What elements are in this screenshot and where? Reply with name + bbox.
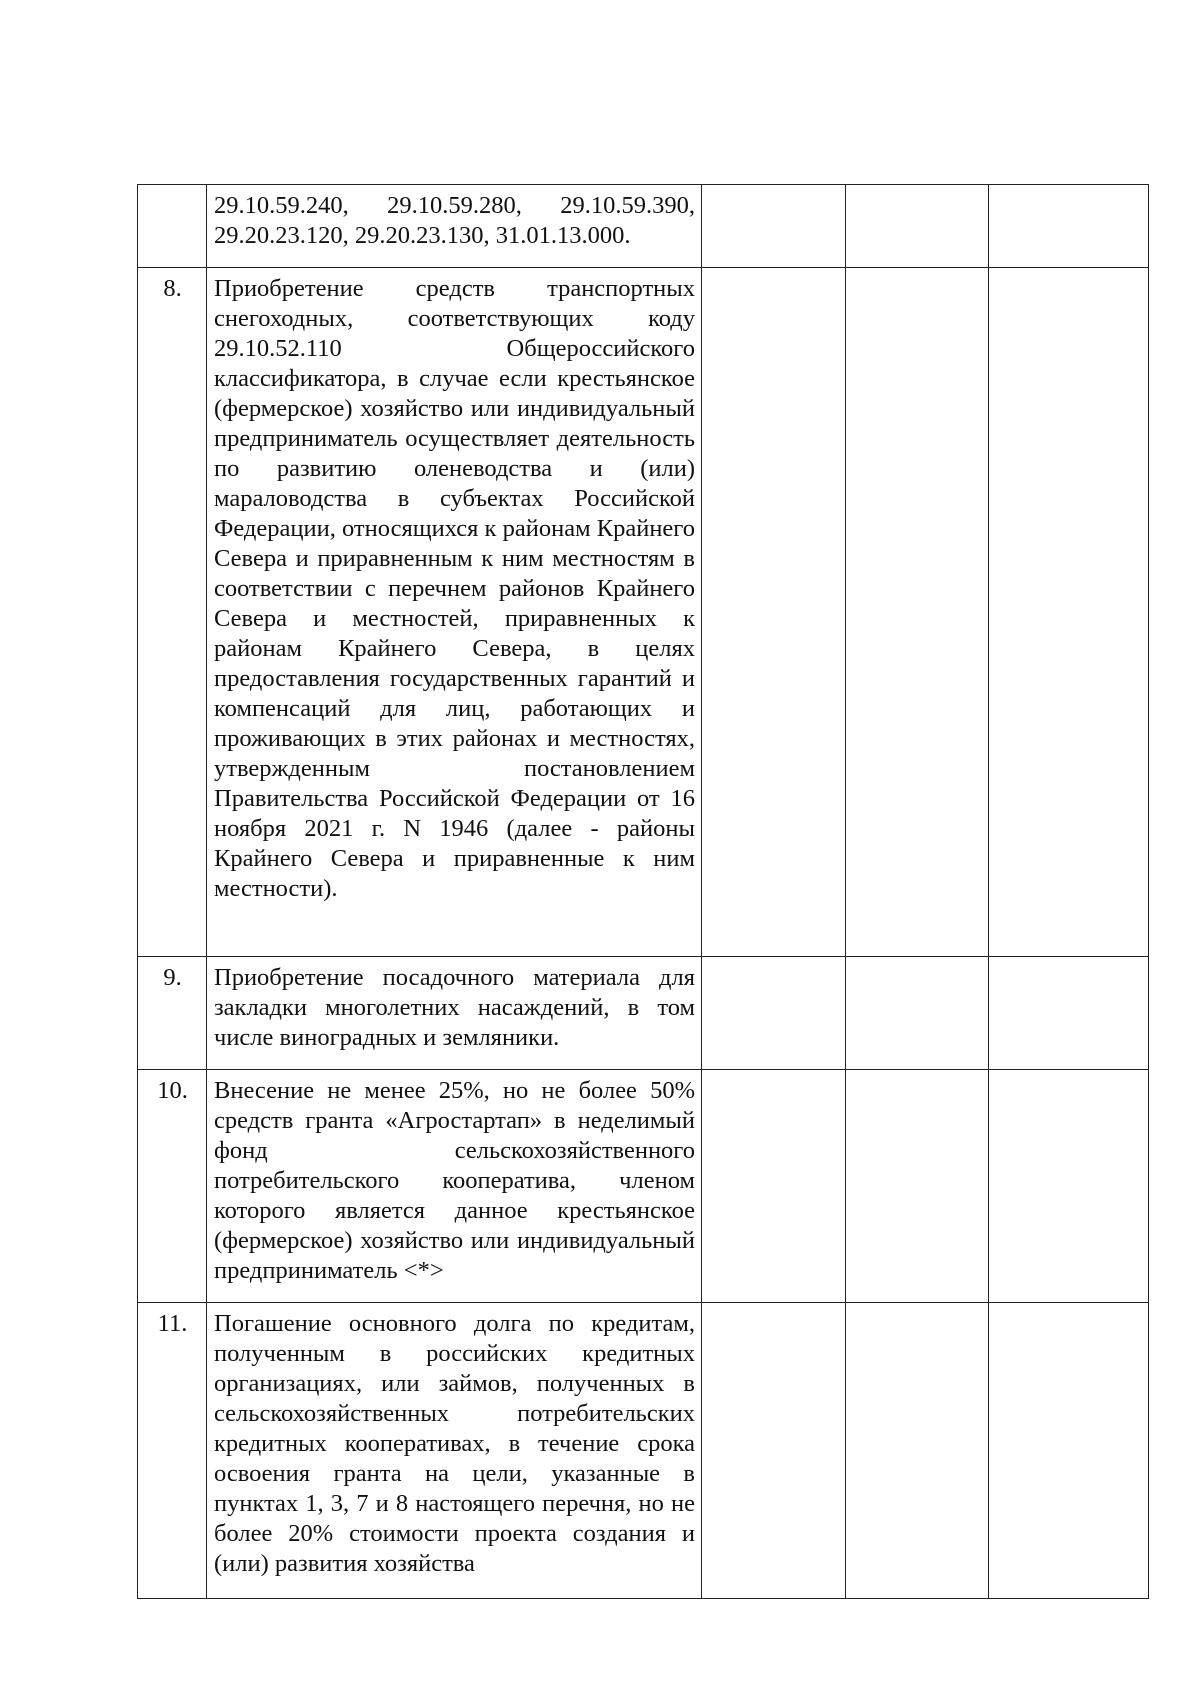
row-number: 11. xyxy=(138,1303,207,1599)
empty-cell xyxy=(989,268,1149,957)
row-number: 10. xyxy=(138,1070,207,1303)
empty-cell xyxy=(702,268,846,957)
row-description: Приобретение посадочного материала для закладки многолетних насаждений, в том числе виноградных и земляники. xyxy=(207,957,702,1070)
empty-cell xyxy=(846,1303,989,1599)
empty-cell xyxy=(702,957,846,1070)
empty-cell xyxy=(702,1070,846,1303)
empty-cell xyxy=(989,1070,1149,1303)
row-number xyxy=(138,185,207,268)
empty-cell xyxy=(989,1303,1149,1599)
empty-cell xyxy=(702,1303,846,1599)
expense-table xyxy=(137,184,1149,1599)
row-number: 8. xyxy=(138,268,207,957)
empty-cell xyxy=(989,957,1149,1070)
empty-cell xyxy=(846,1070,989,1303)
table-row xyxy=(138,185,1149,268)
row-description: Внесение не менее 25%, но не более 50% средств гранта «Агростартап» в неделимый фонд сельскохозяйственного потребительского кооператива, членом которого является данное крестьянское (фермерское) хозяйство или индивидуальный предприниматель <*> xyxy=(207,1070,702,1303)
row-description: Погашение основного долга по кредитам, полученным в российских кредитных организациях, или займов, полученных в сельскохозяйственных потребительских кредитных кооперативах, в течение срока освоения гранта на цели, указанные в пунктах 1, 3, 7 и 8 настоящего перечня, но не более 20% стоимости проекта создания и (или) развития хозяйства xyxy=(207,1303,702,1599)
empty-cell xyxy=(989,185,1149,268)
empty-cell xyxy=(846,957,989,1070)
row-number: 9. xyxy=(138,957,207,1070)
row-description: 29.10.59.240, 29.10.59.280, 29.10.59.390, 29.20.23.120, 29.20.23.130, 31.01.13.000. xyxy=(207,185,702,268)
empty-cell xyxy=(702,185,846,268)
table-row xyxy=(138,1303,1149,1599)
table-row xyxy=(138,1070,1149,1303)
empty-cell xyxy=(846,185,989,268)
table-row xyxy=(138,268,1149,957)
empty-cell xyxy=(846,268,989,957)
row-description: Приобретение средств транспортных снегоходных, соответствующих коду 29.10.52.110 Общероссийского классификатора, в случае если крестьянское (фермерское) хозяйство или индивидуальный предприниматель осуществляет деятельность по развитию оленеводства и (или) мараловодства в субъектах Российской Федерации, относящихся к районам Крайнего Севера и приравненным к ним местностям в соответствии с перечнем районов Крайнего Севера и местностей, приравненных к районам Крайнего Севера, в целях предоставления государственных гарантий и компенсаций для лиц, работающих и проживающих в этих районах и местностях, утвержденным постановлением Правительства Российской Федерации от 16 ноября 2021 г. N 1946 (далее - районы Крайнего Севера и приравненные к ним местности). xyxy=(207,268,702,957)
table-row xyxy=(138,957,1149,1070)
